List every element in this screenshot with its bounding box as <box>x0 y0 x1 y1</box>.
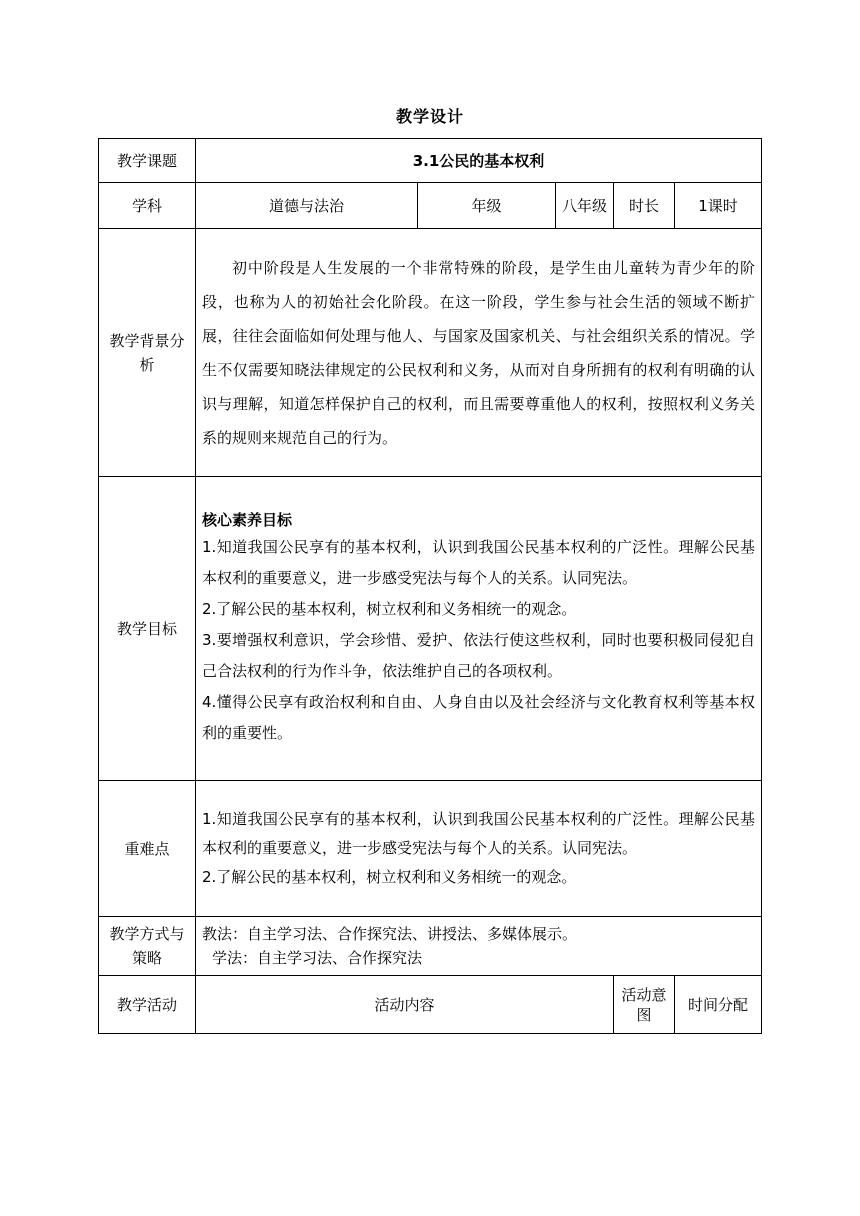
teaching-methods: 教法：自主学习法、合作探究法、讲授法、多媒体展示。 <box>202 925 578 943</box>
key-point-item: 1.知道我国公民享有的基本权利，认识到我国公民基本权利的广泛性。理解公民基本权利的重要意义，进一步感受宪法与每个人的关系。认同宪法。 <box>202 810 756 857</box>
key-points-cell <box>196 781 762 917</box>
background-text: 初中阶段是人生发展的一个非常特殊的阶段，是学生由儿童转为青少年的阶段，也称为人的初始社会化阶段。在这一阶段，学生参与社会生活的领域不断扩展，往往会面临如何处理与他人、与国家及国家机关、与社会组织关系的情况。学生不仅需要知晓法律规定的公民权利和义务，从而对自身所拥有的权利有明确的认识与理解，知道怎样保护自己的权利，而且需要尊重他人的权利，按照权利义务关系的规则来规范自己的行为。 <box>202 258 756 447</box>
goals-label: 教学目标 <box>99 477 196 781</box>
duration-label: 时长 <box>614 183 675 229</box>
goal-item: 1.知道我国公民享有的基本权利，认识到我国公民基本权利的广泛性。理解公民基本权利的重要意义，进一步感受宪法与每个人的关系。认同宪法。 <box>202 538 756 587</box>
key-points-row <box>99 781 762 917</box>
background-row <box>99 229 762 477</box>
topic-row <box>99 139 762 183</box>
methods-label: 教学方式与策略 <box>99 917 196 976</box>
activity-intent-header: 活动意图 <box>614 976 675 1034</box>
goals-heading: 核心素养目标 <box>202 511 293 529</box>
key-points-label: 重难点 <box>99 781 196 917</box>
activity-header-row <box>99 976 762 1034</box>
document-title: 教学设计 <box>395 107 464 126</box>
background-cell <box>196 229 762 477</box>
goal-item: 2.了解公民的基本权利，树立权利和义务相统一的观念。 <box>202 600 577 618</box>
topic-label: 教学课题 <box>99 139 196 183</box>
learning-methods: 学法：自主学习法、合作探究法 <box>212 949 423 967</box>
goals-cell <box>196 477 762 781</box>
activity-content-header: 活动内容 <box>196 976 614 1034</box>
activity-label: 教学活动 <box>99 976 196 1034</box>
topic-value: 3.1公民的基本权利 <box>196 139 762 183</box>
goal-item: 3.要增强权利意识，学会珍惜、爱护、依法行使这些权利，同时也要积极同侵犯自己合法权利的行为作斗争，依法维护自己的各项权利。 <box>202 631 756 680</box>
background-label: 教学背景分析 <box>99 229 196 477</box>
grade-label: 年级 <box>418 183 556 229</box>
subject-label: 学科 <box>99 183 196 229</box>
lesson-plan-table <box>98 138 762 1034</box>
grade-value: 八年级 <box>556 183 614 229</box>
goal-item: 4.懂得公民享有政治权利和自由、人身自由以及社会经济与文化教育权利等基本权利的重要性。 <box>202 693 756 742</box>
subject-value: 道德与法治 <box>196 183 418 229</box>
subject-row <box>99 183 762 229</box>
duration-value: 1课时 <box>675 183 762 229</box>
key-point-item: 2.了解公民的基本权利，树立权利和义务相统一的观念。 <box>202 868 577 886</box>
activity-time-header: 时间分配 <box>675 976 762 1034</box>
goals-row <box>99 477 762 781</box>
methods-row <box>99 917 762 976</box>
methods-cell <box>196 917 762 976</box>
